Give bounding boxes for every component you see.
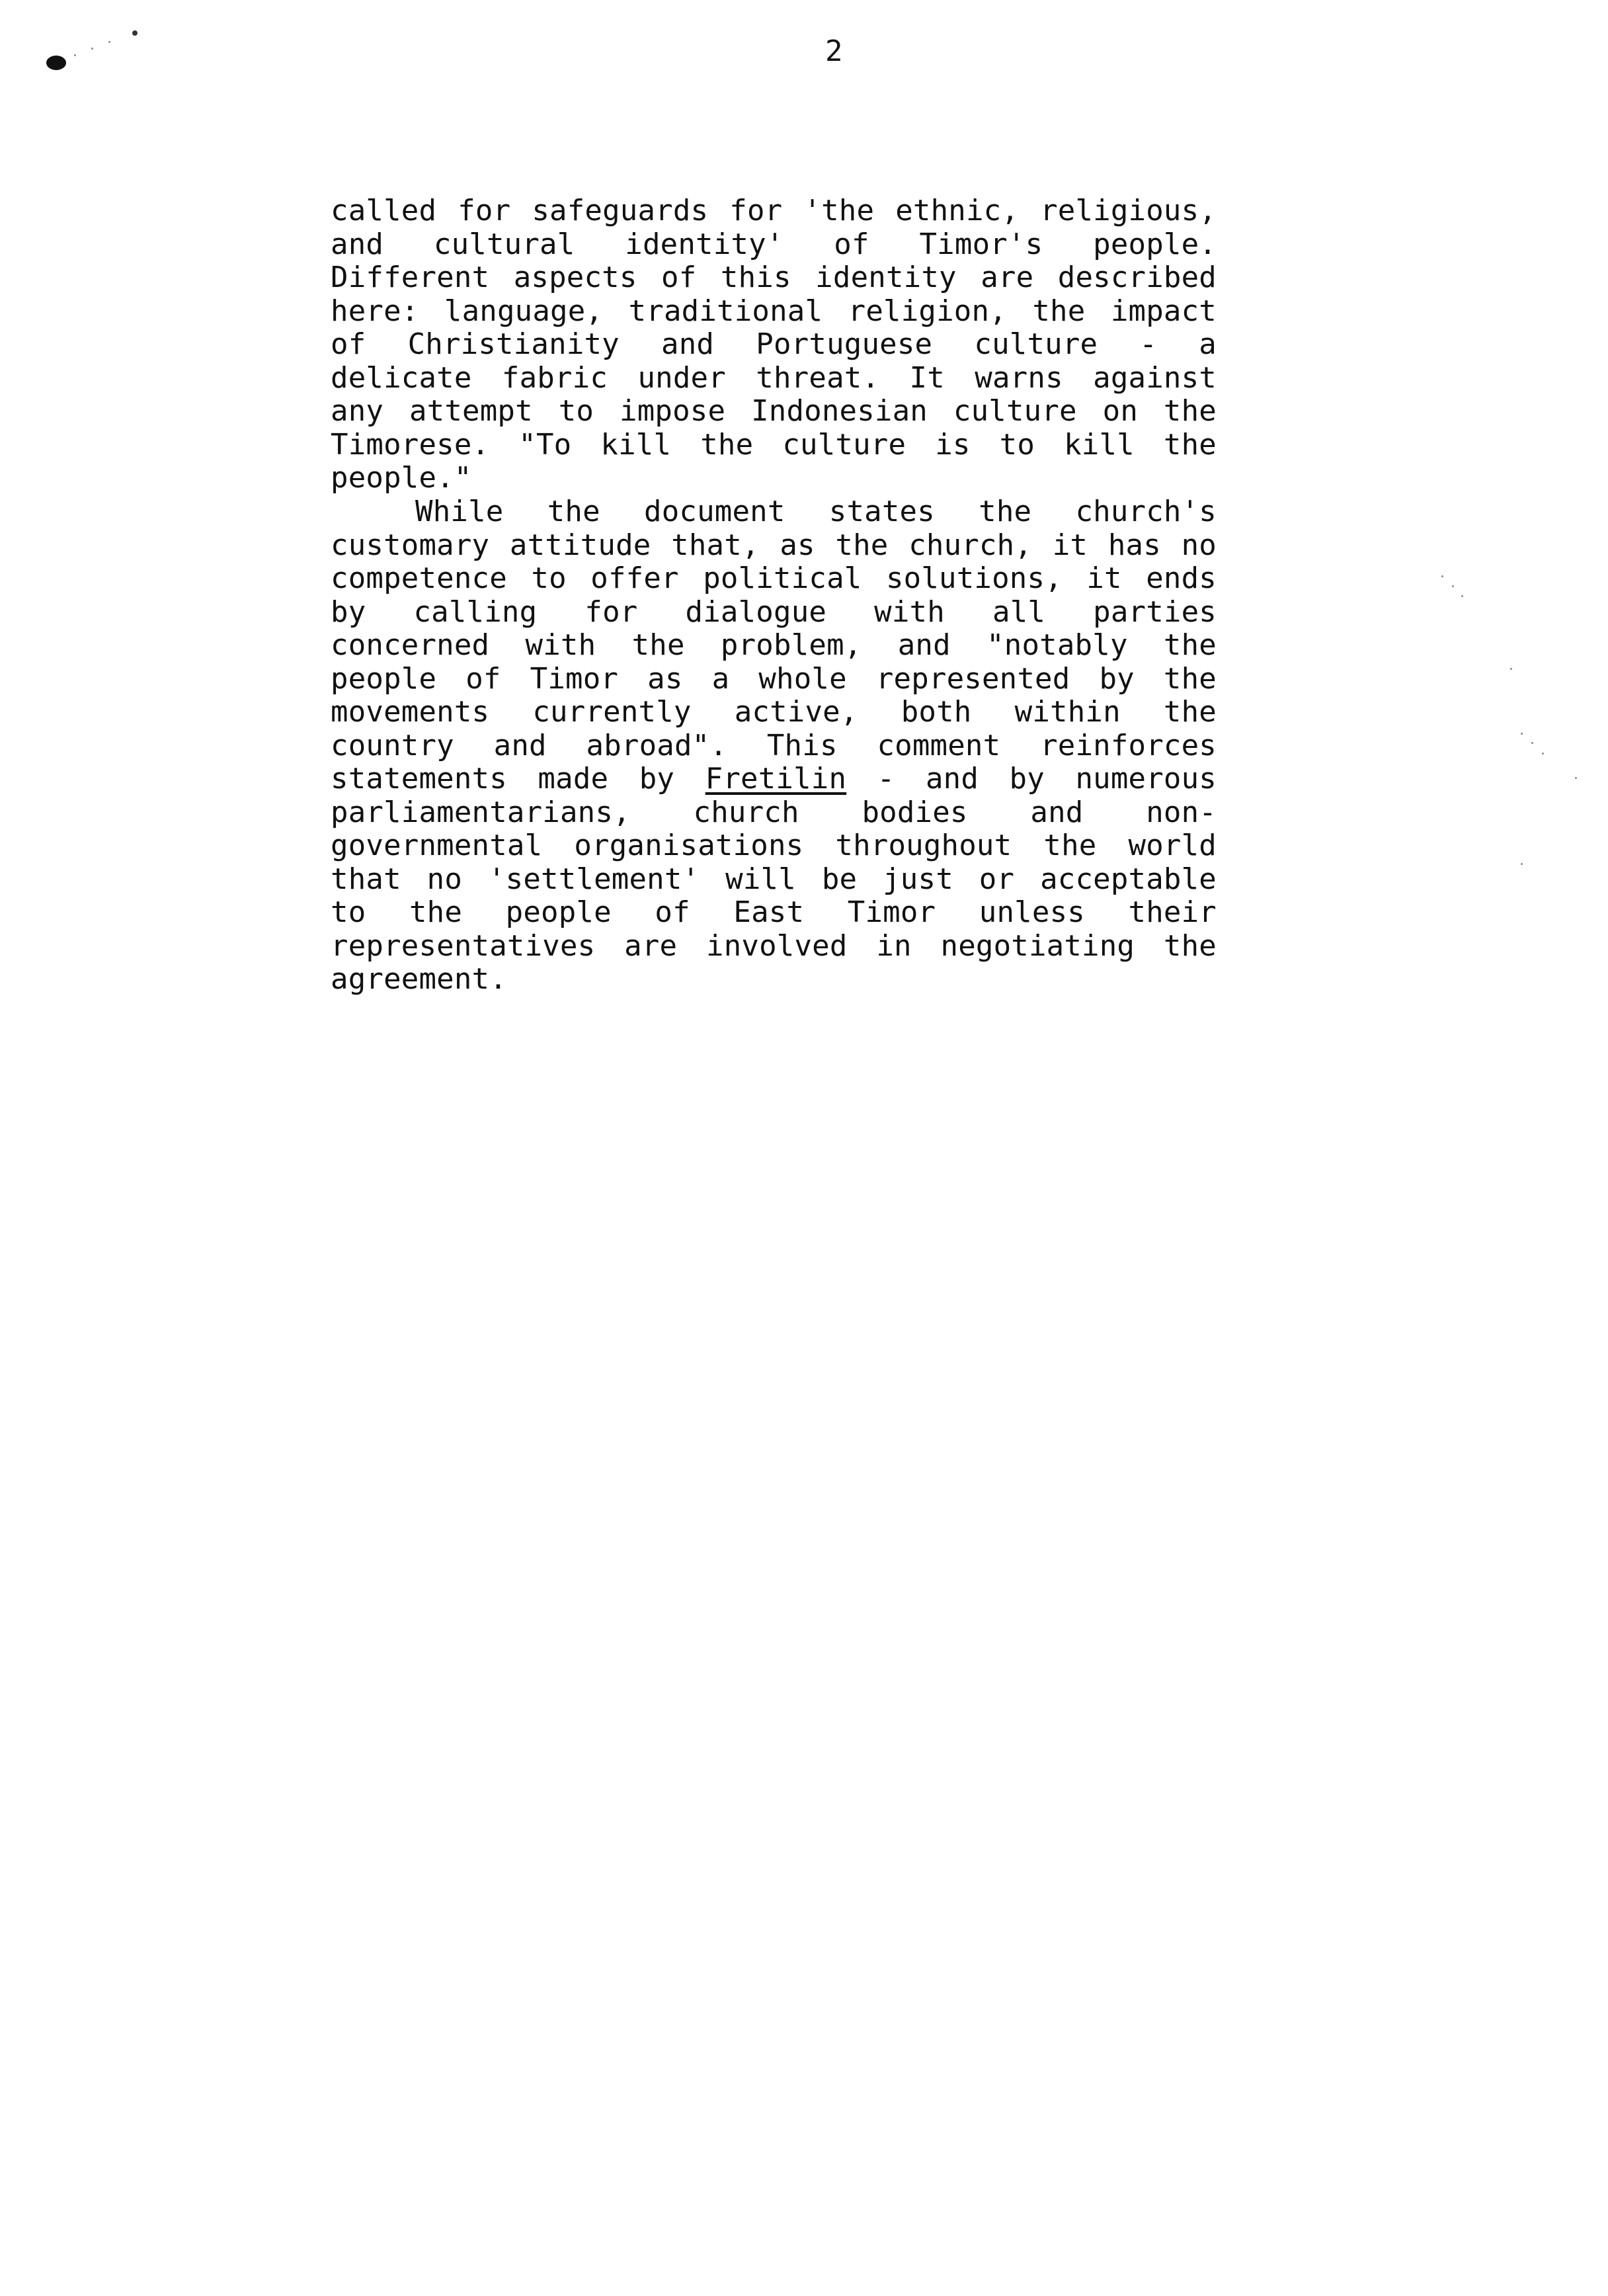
body-paragraph xyxy=(331,495,1217,997)
paragraph-text: While the document states the church's customary attitude that, as the church, it has no competence to offer political solutions, it ends by calling for dialogue with all parties concerned with the problem, and "notably the people of Timor as a whole represented by the movements currently active, both within the country and abroad". This comment reinforces statements made by xyxy=(331,495,1217,796)
scan-speck xyxy=(108,41,110,43)
page-number: 2 xyxy=(825,34,843,68)
scan-speck xyxy=(1575,777,1577,779)
scan-speck xyxy=(1521,733,1523,735)
fretilin-underlined-term: Fretilin xyxy=(705,762,847,796)
scan-speck xyxy=(1510,668,1512,670)
scan-speck xyxy=(1531,742,1533,744)
body-paragraph: called for safeguards for 'the ethnic, religious, and cultural identity' of Timor's people. Different aspects of this identity are described here: language, traditional religion, the impact of Christianity and Portuguese culture - a delicate fabric under threat. It warns against any attempt to impose Indonesian culture on the Timorese. "To kill the culture is to kill the people." xyxy=(331,194,1217,495)
scan-speck xyxy=(132,30,138,36)
scan-speck xyxy=(1542,753,1544,755)
scan-speck xyxy=(1452,585,1454,587)
scan-speck xyxy=(1461,595,1463,597)
scan-speck xyxy=(74,54,76,56)
scan-speck xyxy=(1521,863,1523,865)
scan-speck xyxy=(1441,575,1443,577)
scan-blot xyxy=(46,56,66,70)
scan-speck xyxy=(91,48,93,50)
paragraph-text: - and by numerous parliamentarians, church bodies and non-governmental organisations throughout the world that no 'settlement' will be just or acceptable to the people of East Timor unless their representatives are involved in negotiating the agreement. xyxy=(331,762,1217,996)
